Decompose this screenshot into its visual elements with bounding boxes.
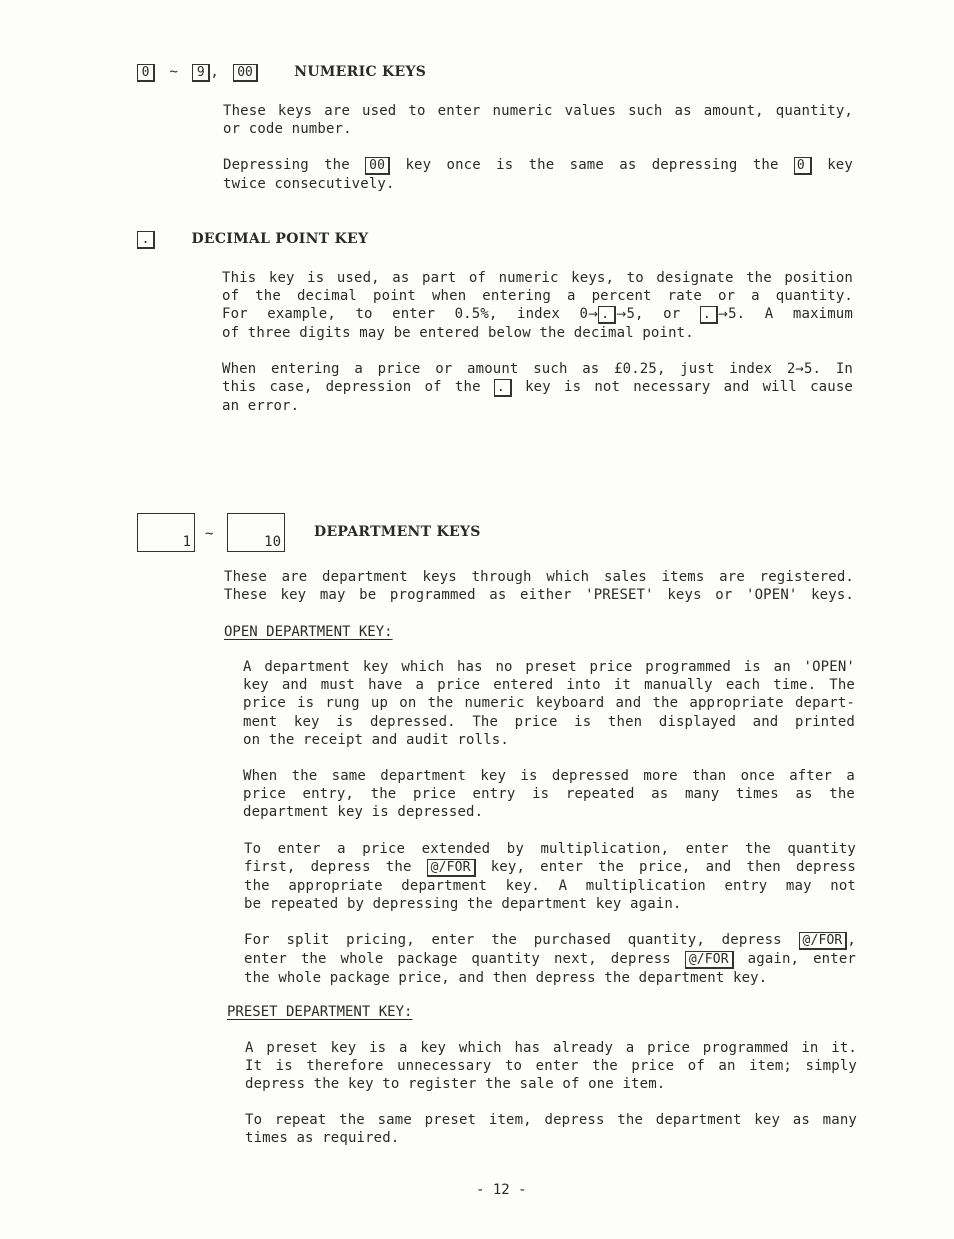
key-00-icon: 00 (365, 157, 390, 175)
text-line: These keys are used to enter numeric values such as amount, quantity, (223, 103, 853, 119)
decimal-point-key-icon: . (598, 306, 616, 324)
text-line: A preset key is a key which has already a price programmed in it. (245, 1040, 857, 1056)
comma: , (210, 64, 219, 80)
key-0-icon: 0 (137, 64, 155, 82)
page-number: - 12 - (476, 1182, 527, 1198)
text-line: ment key is depressed. The price is then displayed and printed (243, 713, 855, 730)
arrow-icon: → (616, 307, 627, 322)
text-line: on the receipt and audit rolls. (243, 731, 509, 748)
open-key-paragraph-1 (243, 658, 855, 749)
key-00-icon: 00 (233, 64, 258, 82)
department-key-10-icon (227, 513, 285, 552)
preset-key-paragraph-1 (245, 1039, 857, 1094)
decimal-key-title: DECIMAL POINT KEY (191, 231, 369, 247)
text-line (244, 950, 856, 969)
text-line: twice consecutively. (223, 176, 395, 192)
text-line: the appropriate department key. A multiplication entry may not (244, 878, 856, 895)
arrow-icon: → (588, 307, 599, 322)
department-key-1-icon (137, 513, 195, 552)
open-key-paragraph-2 (243, 767, 855, 822)
open-department-key-heading: OPEN DEPARTMENT KEY: (224, 624, 393, 640)
text-fragment: 5. A maximum (728, 306, 853, 323)
for-key-icon: @/FOR (799, 932, 848, 950)
decimal-key-paragraph-2 (222, 360, 853, 415)
text-line (244, 858, 856, 877)
text-fragment: this case, depression of the (222, 379, 481, 396)
range-tilde: ~ (169, 64, 178, 80)
text-line: times as required. (245, 1130, 400, 1147)
department-key-1-label: 1 (182, 534, 191, 550)
text-line: be repeated by depressing the department key again. (244, 896, 682, 913)
text-line: When entering a price or amount such as £0.25, just index 2→5. In (222, 361, 853, 377)
text-line: department key is depressed. (243, 804, 484, 821)
decimal-point-key-icon: . (700, 306, 718, 324)
text-line (222, 305, 853, 324)
text-line: of the decimal point when entering a percent rate or a quantity. (222, 288, 853, 305)
text-fragment: key (827, 157, 853, 173)
text-line: depress the key to register the sale of one item. (245, 1076, 666, 1093)
open-key-paragraph-4 (244, 931, 856, 987)
arrow-icon: → (717, 307, 729, 322)
text-line (222, 378, 853, 397)
text-fragment: key, enter the price, and then depress (490, 859, 856, 876)
preset-department-key-heading: PRESET DEPARTMENT KEY: (227, 1004, 413, 1020)
numeric-keys-paragraph-1 (223, 102, 853, 138)
text-line (244, 931, 856, 950)
department-keys-intro (224, 568, 854, 604)
text-line: These key may be programmed as either 'PRESET' keys or 'OPEN' keys. (224, 587, 854, 604)
text-line: It is therefore unnecessary to enter the price of an item; simply (245, 1058, 857, 1075)
text-line: or code number. (223, 121, 352, 138)
text-line: of three digits may be entered below the decimal point. (222, 325, 694, 342)
decimal-key-paragraph-1 (222, 269, 853, 343)
range-tilde: ~ (205, 526, 214, 542)
text-line: A department key which has no preset price programmed is an 'OPEN' (243, 659, 855, 675)
text-fragment: again, enter (747, 951, 856, 967)
text-line: price entry, the price entry is repeated as many times as the (243, 786, 855, 803)
text-fragment: 5, or (626, 306, 681, 323)
text-fragment: first, depress the (244, 859, 412, 876)
open-key-paragraph-3 (244, 840, 856, 914)
text-line: To repeat the same preset item, depress the department key as many (245, 1112, 857, 1128)
text-fragment: key once is the same as depressing the (405, 157, 779, 173)
text-line: key and must have a price entered into it manually each time. The (243, 677, 855, 694)
for-key-icon: @/FOR (685, 951, 734, 969)
decimal-point-key-icon: . (137, 231, 155, 249)
department-keys-title: DEPARTMENT KEYS (314, 524, 481, 540)
decimal-point-key-icon: . (494, 379, 512, 397)
text-line: This key is used, as part of numeric keys, to designate the position (222, 270, 853, 286)
department-key-10-label: 10 (264, 534, 281, 550)
numeric-keys-paragraph-2 (223, 156, 853, 193)
text-line: These are department keys through which sales items are registered. (224, 569, 854, 585)
text-fragment: For example, to enter 0.5%, index 0 (222, 306, 589, 323)
text-line: When the same department key is depressed more than once after a (243, 768, 855, 784)
text-line: the whole package price, and then depress the department key. (244, 970, 768, 986)
text-line: an error. (222, 398, 300, 415)
numeric-keys-title: NUMERIC KEYS (294, 64, 427, 80)
text-line (223, 156, 853, 175)
decimal-key-heading-row (137, 231, 368, 249)
text-fragment: key is not necessary and will cause (525, 379, 853, 396)
text-fragment: Depressing the (223, 157, 350, 173)
key-0-icon: 0 (794, 157, 812, 175)
numeric-keys-heading-row (137, 64, 426, 82)
for-key-icon: @/FOR (427, 859, 476, 877)
key-9-icon: 9 (192, 64, 210, 82)
text-line: To enter a price extended by multiplication, enter the quantity (244, 841, 856, 857)
text-fragment: , (847, 932, 856, 948)
text-fragment: enter the whole package quantity next, depress (244, 951, 671, 967)
preset-key-paragraph-2 (245, 1111, 857, 1147)
text-fragment: For split pricing, enter the purchased quantity, depress (244, 932, 782, 948)
text-line: price is rung up on the numeric keyboard and the appropriate depart- (243, 695, 855, 712)
